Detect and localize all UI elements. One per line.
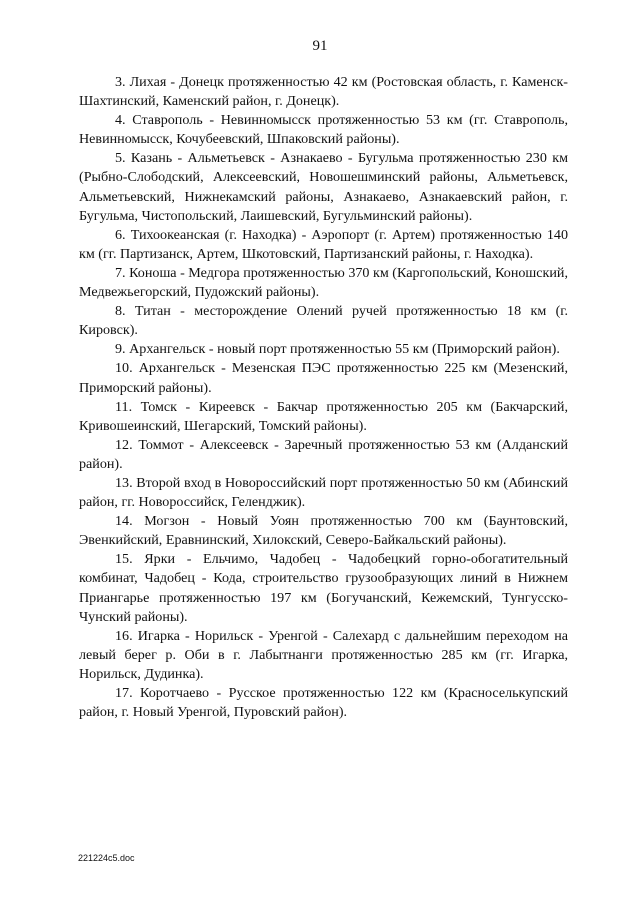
- list-item-10: 10. Архангельск - Мезенская ПЭС протяженностью 225 км (Мезенский, Приморский районы).: [79, 360, 568, 396]
- list-item-5: 5. Казань - Альметьевск - Азнакаево - Бугульма протяженностью 230 км (Рыбно-Слободский, Алексеевский, Новошешминский районы, Альметьевск, Альметьевский, Нижнекамский районы, Азнакаево, Азнакаевский район, г. Бугульма, Чистопольский, Лаишевский, Бугульминский районы).: [79, 150, 568, 224]
- list-item-15: 15. Ярки - Ельчимо, Чадобец - Чадобецкий горно-обогатительный комбинат, Чадобец - Кода, строительство грузообразующих линий в Нижнем Приангарье протяженностью 197 км (Богучанский, Кежемский, Тунгусско-Чунский районы).: [79, 551, 568, 625]
- list-item-6: 6. Тихоокеанская (г. Находка) - Аэропорт (г. Артем) протяженностью 140 км (гг. Партизанск, Артем, Шкотовский, Партизанский районы, г. Находка).: [79, 226, 568, 262]
- document-body: [79, 73, 568, 722]
- footer-filename: 221224c5.doc: [78, 853, 135, 863]
- list-item-3: 3. Лихая - Донецк протяженностью 42 км (Ростовская область, г. Каменск-Шахтинский, Каменский район, г. Донецк).: [79, 74, 568, 110]
- list-item-14: 14. Могзон - Новый Уоян протяженностью 700 км (Баунтовский, Эвенкийский, Еравнинский, Хилокский, Северо-Байкальский районы).: [79, 513, 568, 549]
- list-item-17: 17. Коротчаево - Русское протяженностью 122 км (Красноселькупский район, г. Новый Уренгой, Пуровский район).: [79, 685, 568, 721]
- list-item-7: 7. Коноша - Медгора протяженностью 370 км (Каргопольский, Коношский, Медвежьегорский, Пудожский районы).: [79, 264, 568, 301]
- list-item-16: 16. Игарка - Норильск - Уренгой - Салехард с дальнейшим переходом на левый берег р. Оби в г. Лабытнанги протяженностью 285 км (гг. Игарка, Норильск, Дудинка).: [79, 627, 568, 682]
- list-item-9: 9. Архангельск - новый порт протяженностью 55 км (Приморский район).: [115, 341, 560, 358]
- list-item-8: 8. Титан - месторождение Олений ручей протяженностью 18 км (г. Кировск).: [79, 303, 568, 339]
- list-item-11: 11. Томск - Киреевск - Бакчар протяженностью 205 км (Бакчарский, Кривошеинский, Шегарский, Томский районы).: [79, 398, 568, 434]
- list-item-13: 13. Второй вход в Новороссийский порт протяженностью 50 км (Абинский район, гг. Новороссийск, Геленджик).: [79, 474, 568, 511]
- page-number: 91: [312, 38, 328, 54]
- list-item-4: 4. Ставрополь - Невинномысск протяженностью 53 км (гг. Ставрополь, Невинномысск, Кочубеевский, Шпаковский районы).: [79, 112, 568, 148]
- list-item-12: 12. Томмот - Алексеевск - Заречный протяженностью 53 км (Алданский район).: [79, 436, 568, 472]
